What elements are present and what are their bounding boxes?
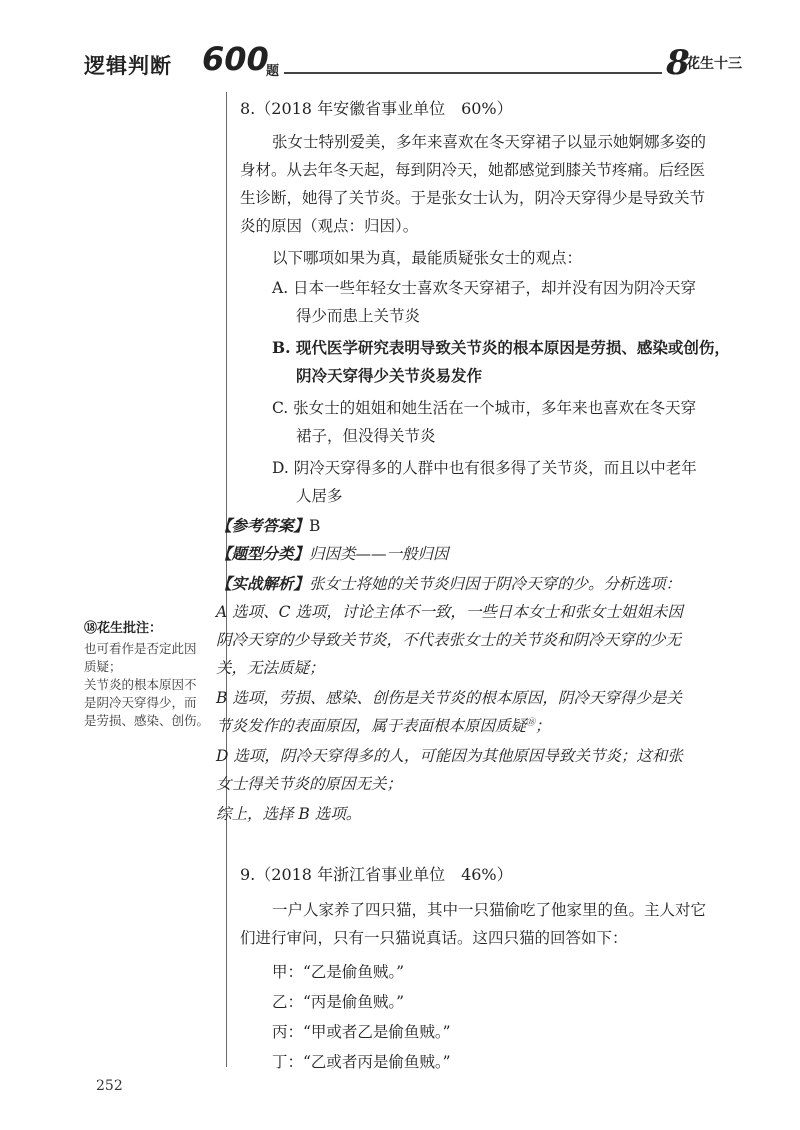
book-title-number: 600: [202, 40, 269, 78]
analysis-line: 女士得关节炎的原因无关；: [216, 775, 403, 793]
footnote-marker: ⑱: [526, 717, 536, 728]
brand-name: 花生十三: [686, 56, 742, 72]
cat-statement: 乙：“丙是偷鱼贼。”: [272, 993, 405, 1011]
answer-row: [216, 514, 320, 536]
page-number: 252: [96, 1078, 123, 1094]
question-8-stem-line: 身材。从去年冬天起，每到阴冷天，她都感觉到膝关节疼痛。后经医: [240, 161, 706, 179]
margin-note-title: ⑱花生批注：: [84, 621, 163, 636]
margin-note-line: 质疑；: [84, 659, 122, 674]
option-d-continued: 人居多: [296, 487, 343, 505]
option-d: D. 阴冷天穿得多的人群中也有很多得了关节炎，而且以中老年: [272, 459, 697, 477]
option-c-continued: 裙子，但没得关节炎: [296, 427, 436, 445]
type-value: 归因类——一般归因: [309, 545, 449, 563]
running-header: [84, 40, 774, 86]
question-9-heading: 9.（2018 年浙江省事业单位 46%）: [240, 865, 513, 884]
analysis-line: [216, 714, 551, 736]
question-8-prompt: 以下哪项如果为真，最能质疑张女士的观点：: [272, 249, 583, 267]
answer-label: 【参考答案】: [216, 516, 310, 535]
analysis-line: D 选项，阴冷天穿得多的人，可能因为其他原因导致关节炎；这和张: [216, 747, 683, 765]
analysis-line-end: ；: [535, 717, 551, 735]
option-b: B. 现代医学研究表明导致关节炎的根本原因是劳损、感染或创伤，: [272, 338, 730, 357]
margin-note: [84, 620, 218, 730]
analysis-row: [216, 572, 681, 594]
question-9-stem-line: 一户人家养了四只猫，其中一只猫偷吃了他家里的鱼。主人对它: [272, 901, 707, 919]
answer-value: B: [309, 517, 321, 535]
question-8-stem-line: 张女士特别爱美，多年来喜欢在冬天穿裙子以显示她婀娜多姿的: [272, 133, 707, 151]
margin-note-line: 关节炎的根本原因不: [84, 677, 197, 692]
analysis-line: 综上，选择 B 选项。: [216, 805, 362, 823]
brand-logo-mark: 8: [666, 43, 690, 83]
analysis-label: 【实战解析】: [216, 574, 310, 593]
analysis-line: A 选项、C 选项，讨论主体不一致，一些日本女士和张女士姐姐未因: [216, 603, 683, 621]
type-label: 【题型分类】: [216, 544, 310, 563]
margin-note-line: 是阴冷天穿得少，而: [84, 695, 197, 710]
question-8-stem-line: 炎的原因（观点：归因）。: [240, 217, 419, 235]
analysis-line: 关，无法质疑；: [216, 659, 325, 677]
book-title-suffix: 题: [266, 64, 280, 79]
cat-statement: 丁：“乙或者丙是偷鱼贼。”: [272, 1053, 451, 1071]
question-9-stem-line: 们进行审问，只有一只猫说真话。这四只猫的回答如下：: [240, 929, 628, 947]
margin-note-line: 是劳损、感染、创伤。: [84, 713, 210, 728]
analysis-line: B 选项，劳损、感染、创伤是关节炎的根本原因，阴冷天穿得少是关: [216, 689, 682, 707]
cat-statement: 丙：“甲或者乙是偷鱼贼。”: [272, 1023, 451, 1041]
question-8-heading: 8.（2018 年安徽省事业单位 60%）: [240, 99, 513, 118]
cat-statement: 甲：“乙是偷鱼贼。”: [272, 963, 405, 981]
analysis-line: 阴冷天穿的少导致关节炎，不代表张女士的关节炎和阴冷天穿的少无: [216, 631, 682, 649]
analysis-text: 张女士将她的关节炎归因于阴冷天穿的少。分析选项：: [309, 575, 682, 593]
book-title: 逻辑判断: [84, 54, 172, 78]
option-c: C. 张女士的姐姐和她生活在一个城市，多年来也喜欢在冬天穿: [272, 399, 697, 417]
question-8-stem-line: 生诊断，她得了关节炎。于是张女士认为，阴冷天穿得少是导致关节: [240, 189, 706, 207]
margin-note-line: 也可看作是否定此因: [84, 641, 197, 656]
type-row: [216, 542, 449, 564]
option-b-continued: 阴冷天穿得少关节炎易发作: [296, 366, 483, 385]
header-rule: [284, 72, 662, 74]
option-a-continued: 得少而患上关节炎: [296, 307, 421, 325]
analysis-line-text: 节炎发作的表面原因，属于表面根本原因质疑: [216, 717, 527, 735]
option-a: A. 日本一些年轻女士喜欢冬天穿裙子，却并没有因为阴冷天穿: [272, 279, 697, 297]
